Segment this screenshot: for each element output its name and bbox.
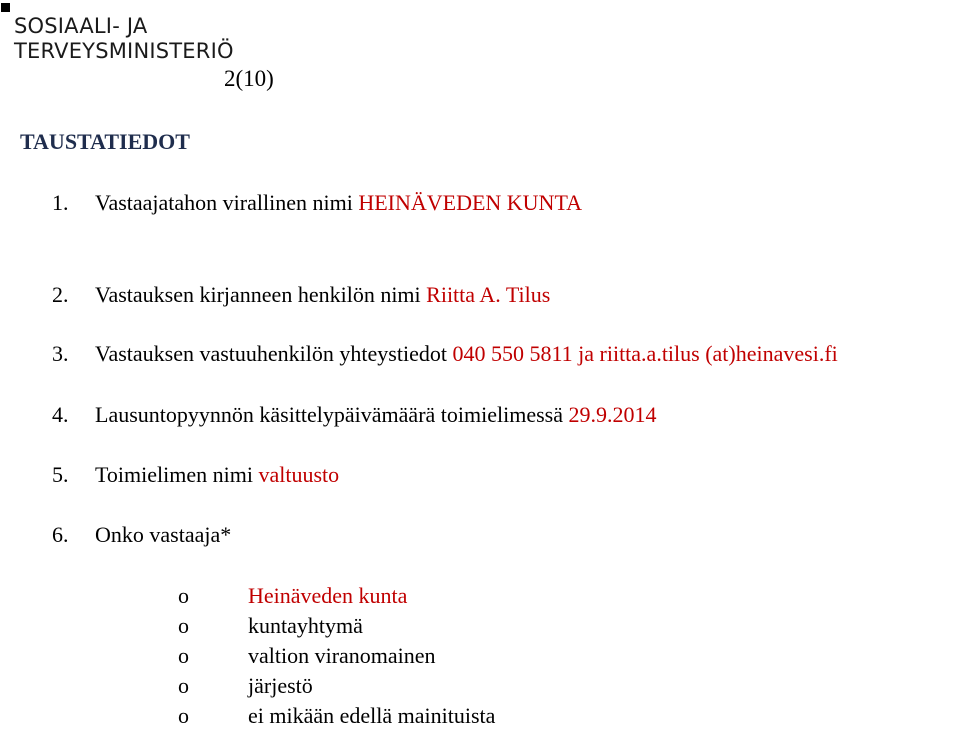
option-item[interactable] xyxy=(178,673,313,699)
section-title: TAUSTATIEDOT xyxy=(20,129,190,154)
question-answer: valtuusto xyxy=(258,462,340,487)
question-6 xyxy=(52,522,231,548)
radio-bullet[interactable]: o xyxy=(178,583,189,608)
option-label: ei mikään edellä mainituista xyxy=(248,703,496,728)
option-item[interactable] xyxy=(178,613,363,639)
option-label: valtion viranomainen xyxy=(248,643,436,668)
ministry-logo xyxy=(14,14,234,64)
option-label: Heinäveden kunta xyxy=(248,583,408,608)
question-5 xyxy=(52,462,339,488)
corner-mark xyxy=(1,3,10,12)
radio-bullet[interactable]: o xyxy=(178,613,189,638)
question-4 xyxy=(52,402,657,428)
question-2 xyxy=(52,282,550,308)
question-answer: 040 550 5811 ja riitta.a.tilus (at)heinavesi.fi xyxy=(452,341,838,366)
question-label: Onko vastaaja* xyxy=(95,522,232,547)
question-1 xyxy=(52,190,582,216)
option-item[interactable] xyxy=(178,703,495,729)
question-answer: Riitta A. Tilus xyxy=(426,282,551,307)
question-label: Vastauksen vastuuhenkilön yhteystiedot xyxy=(95,341,447,366)
radio-bullet[interactable]: o xyxy=(178,703,189,728)
radio-bullet[interactable]: o xyxy=(178,643,189,668)
question-3 xyxy=(52,341,838,367)
question-label: Toimielimen nimi xyxy=(95,462,253,487)
question-answer: 29.9.2014 xyxy=(568,402,657,427)
logo-line-1: SOSIAALI- JA xyxy=(14,14,148,38)
question-number: 5. xyxy=(52,462,69,487)
question-number: 6. xyxy=(52,522,69,547)
question-number: 4. xyxy=(52,402,69,427)
question-label: Vastauksen kirjanneen henkilön nimi xyxy=(95,282,421,307)
option-item[interactable] xyxy=(178,583,407,609)
question-label: Lausuntopyynnön käsittelypäivämäärä toimielimessä xyxy=(95,402,563,427)
logo-line-2: TERVEYSMINISTERIÖ xyxy=(14,39,234,63)
option-item[interactable] xyxy=(178,643,436,669)
option-label: kuntayhtymä xyxy=(248,613,363,638)
page-number: 2(10) xyxy=(224,66,274,91)
question-label: Vastaajatahon virallinen nimi xyxy=(95,190,353,215)
radio-bullet[interactable]: o xyxy=(178,673,189,698)
question-number: 1. xyxy=(52,190,69,215)
question-number: 3. xyxy=(52,341,69,366)
option-label: järjestö xyxy=(248,673,313,698)
question-number: 2. xyxy=(52,282,69,307)
question-answer: HEINÄVEDEN KUNTA xyxy=(358,190,583,215)
